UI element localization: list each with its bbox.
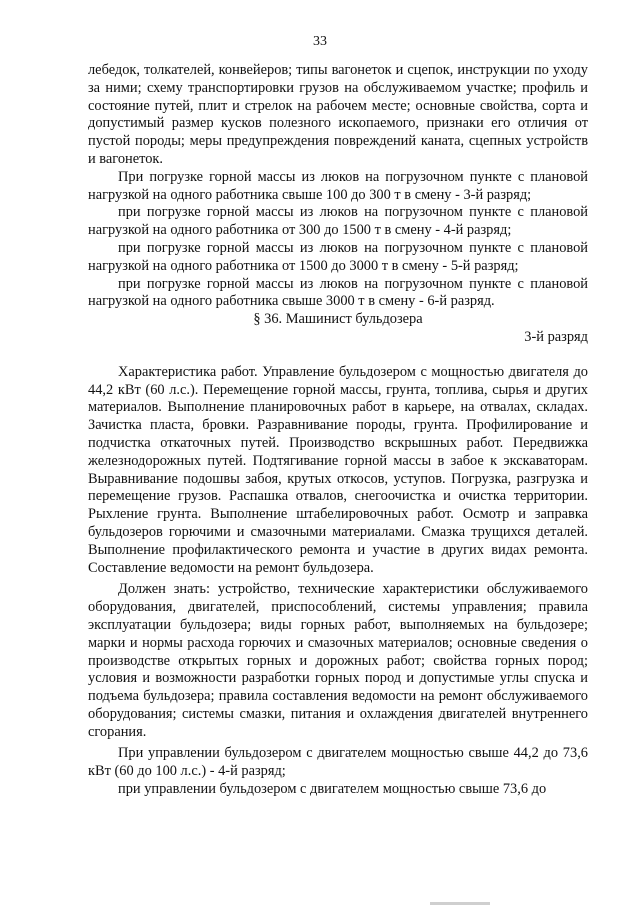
paragraph: при погрузке горной массы из люков на погрузочном пункте с плановой нагрузкой на одного работника свыше 3000 т в смену - 6-й разряд.: [88, 275, 588, 310]
page-number: 33: [313, 34, 327, 49]
grade-label: 3-й разряд: [524, 328, 588, 345]
paragraph: при погрузке горной массы из люков на погрузочном пункте с плановой нагрузкой на одного работника от 300 до 1500 т в смену - 4-й разряд;: [88, 204, 588, 239]
paragraph: при погрузке горной массы из люков на погрузочном пункте с плановой нагрузкой на одного работника от 1500 до 3000 т в смену - 5-й разряд;: [88, 239, 588, 274]
paragraph: Характеристика работ. Управление бульдозером с мощностью двигателя до 44,2 кВт (60 л.с.). Перемещение горной массы, грунта, топлива, сырья и других материалов. Выполнение планировочных работ в карьере, на отвалах, складах. Зачистка пласта, бровки. Разравнивание породы, грунта. Профилирование и подчистка откаточных путей. Производство вскрышных работ. Передвижка железнодорожных путей. Подтягивание горной массы в забое к экскаваторам. Выравнивание подошвы забоя, крутых откосов, уступов. Погрузка, разгрузка и перемещение грузов. Распашка отвалов, снегоочистка и очистка территории. Рыхление грунта. Выполнение штабелировочных работ. Осмотр и заправка бульдозеров горючими и смазочными материалами. Смазка трущихся деталей. Выполнение профилактического ремонта и участие в других видах ремонта. Составление ведомости на ремонт бульдозера.: [88, 363, 588, 576]
paragraph: При управлении бульдозером с двигателем мощностью свыше 44,2 до 73,6 кВт (60 до 100 л.с.) - 4-й разряд;: [88, 745, 588, 780]
paragraph: при управлении бульдозером с двигателем мощностью свыше 73,6 до: [118, 781, 547, 798]
document-body: [88, 62, 588, 799]
spacer: [88, 347, 588, 364]
paragraph: При погрузке горной массы из люков на погрузочном пункте с плановой нагрузкой на одного работника свыше 100 до 300 т в смену - 3-й разряд;: [88, 168, 588, 203]
paragraph: Должен знать: устройство, технические характеристики обслуживаемого оборудования, двигателей, приспособлений, системы управления; правила эксплуатации бульдозера; виды горных работ, выполняемых на бульдозере; марки и нормы расхода горючих и смазочных материалов; основные сведения о производстве открытых горных и дорожных работ; свойства горных пород; условия и возможности разработки горных пород и допустимые углы спуска и подъема бульдозера; правила составления ведомости на ремонт обслуживаемого оборудования; системы смазки, питания и охлаждения двигателей внутреннего сгорания.: [88, 581, 588, 740]
paragraph: лебедок, толкателей, конвейеров; типы вагонеток и сцепок, инструкции по уходу за ними; схему транспортировки грузов на обслуживаемом участке; профиль и состояние путей, плит и стрелок на рабочем месте; основные свойства, сорта и допустимый размер кусков полезного ископаемого, признаки его отличия от пустой породы; меры предупреждения повреждений каната, сцепных устройств и вагонеток.: [88, 62, 588, 167]
section-title: § 36. Машинист бульдозера: [253, 311, 423, 328]
